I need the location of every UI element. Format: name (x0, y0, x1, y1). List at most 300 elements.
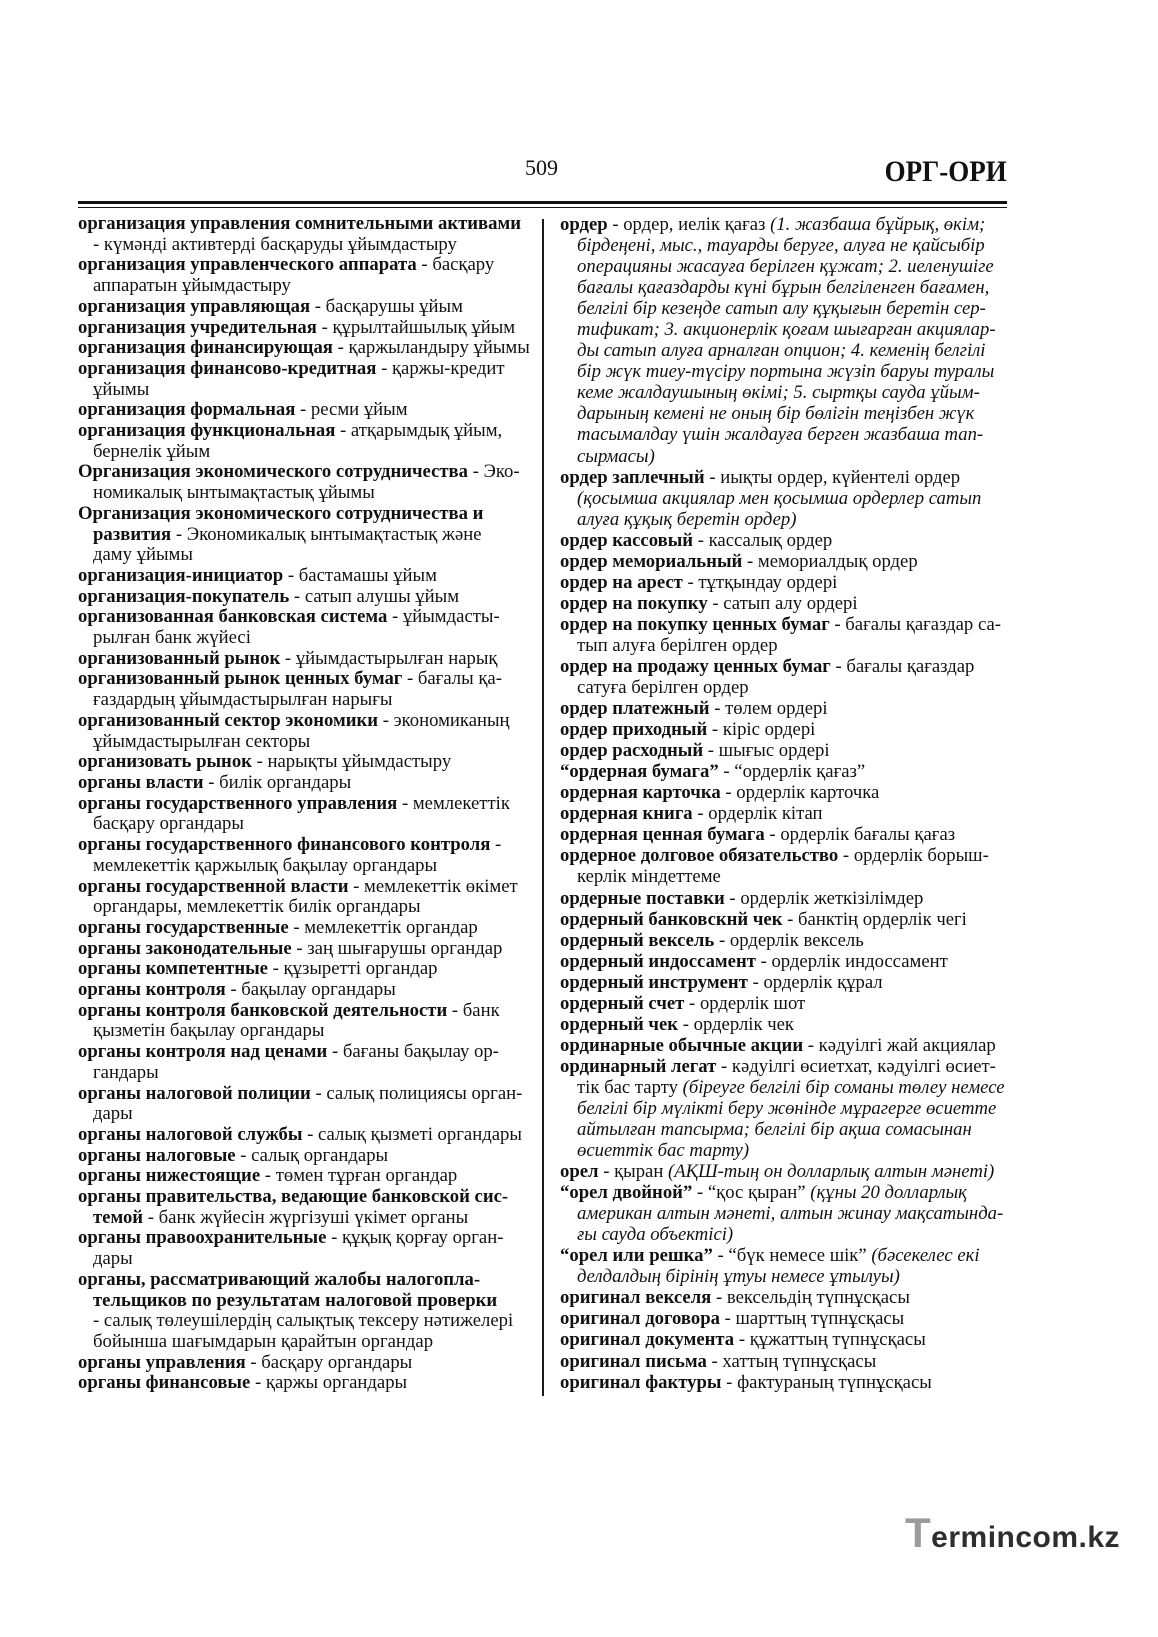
entry-line (560, 1224, 1010, 1245)
translation: - ордерлік индоссамент (755, 950, 948, 972)
dictionary-entry (560, 1014, 1010, 1035)
dictionary-entry (560, 930, 1010, 951)
note: айтылған тапсырма; белгілі бір ақша сомасынан (577, 1119, 972, 1141)
translation: - ордерлік карточка (720, 782, 880, 804)
translation: - шарттың түпнұсқасы (719, 1308, 905, 1330)
translation: - иықты ордер, күйентелі ордер (704, 466, 961, 488)
dictionary-entry (78, 877, 538, 918)
entry-line (560, 951, 1010, 972)
headword: организованный рынок ценных бумаг (78, 668, 403, 690)
dictionary-entry (78, 649, 538, 670)
dictionary-entry (560, 593, 1010, 614)
entry-line (78, 1373, 538, 1394)
headword: органы государственной власти (78, 875, 349, 897)
dictionary-entry (78, 959, 538, 980)
headword: ордерный вексель (560, 929, 715, 951)
translation: - бағаны бақылау ор- (327, 1041, 499, 1063)
headword: ордерный индоссамент (560, 950, 756, 972)
headword: организация-инициатор (78, 564, 284, 586)
note: делдалдың бірінің ұтуы немесе ұтылуы) (577, 1266, 900, 1288)
dictionary-entry (560, 1056, 1010, 1161)
headword: ордер платежный (560, 698, 710, 720)
entry-line (560, 677, 1010, 698)
headword: оригинал векселя (560, 1287, 712, 1309)
translation: тік бас тарту (577, 1076, 683, 1098)
note: белгілі бір кезеңде сатып алу құқығын беретін сер- (577, 298, 986, 320)
note: (қосымша акциялар мен қосымша ордерлер сатып (577, 487, 982, 509)
entry-line (78, 980, 538, 1001)
translation: дары (93, 1248, 133, 1270)
dictionary-entry (78, 504, 538, 566)
entry-line (560, 888, 1010, 909)
headword: организация управляющая (78, 295, 311, 317)
headword: ордерная карточка (560, 782, 721, 804)
entry-line (560, 1351, 1010, 1372)
translation: - күмәнді активтерді басқаруды ұйымдастыру (93, 233, 457, 255)
translation: гандары (93, 1061, 159, 1083)
entry-line (560, 551, 1010, 572)
translation: - қыран (598, 1161, 669, 1183)
dictionary-entry (560, 1182, 1010, 1245)
translation: - Эко- (467, 461, 520, 483)
entry-line (560, 803, 1010, 824)
entry-line (78, 338, 538, 359)
translation: - салық полициясы орган- (310, 1082, 523, 1104)
headword: ордерный счет (560, 992, 685, 1014)
translation: - ресми ұйым (295, 399, 408, 421)
translation: керлік міндеттеме (577, 866, 721, 888)
headword: органы контроля банковской деятельности (78, 999, 448, 1021)
dictionary-entry (78, 214, 538, 255)
headword: “орел двойной” (560, 1182, 693, 1204)
translation: - атқарымдық ұйым, (335, 420, 503, 442)
left-column (78, 214, 538, 1394)
entry-line (78, 814, 538, 835)
headword: ордерный чек (560, 1013, 679, 1035)
entry-line (560, 1266, 1010, 1287)
entry-line (78, 400, 538, 421)
entry-line (78, 1311, 538, 1332)
entry-line (560, 403, 1010, 424)
entry-line (78, 545, 538, 566)
dictionary-entry (78, 318, 538, 339)
site-logo-watermark: Termincom.kz (905, 1509, 1121, 1556)
headword: оригинал письма (560, 1350, 707, 1372)
translation: тып алуға берілген ордер (577, 634, 778, 656)
entry-line (78, 939, 538, 960)
note: тасымалдау үшін жалдауға берген жазбаша тап- (577, 424, 984, 446)
entry-line (78, 856, 538, 877)
translation: органдары, мемлекеттік билік органдары (93, 896, 421, 918)
entry-line (560, 340, 1010, 361)
entry-line (78, 1291, 538, 1312)
translation: дары (93, 1103, 133, 1125)
entry-line (560, 319, 1010, 340)
headword: организация управленческого аппарата (78, 254, 417, 276)
headword: органы государственного финансового контроля (78, 834, 491, 856)
entry-line (78, 1332, 538, 1353)
entry-line (560, 298, 1010, 319)
headword: развития (93, 523, 172, 545)
entry-line (78, 214, 538, 235)
column-divider (542, 219, 544, 1396)
entry-line (78, 918, 538, 939)
dictionary-entry (560, 824, 1010, 845)
headword: ордер мемориальный (560, 550, 743, 572)
dictionary-entry (560, 1372, 1010, 1393)
translation: - сатып алушы ұйым (289, 585, 460, 607)
translation: - салық төлеушілердің салықтық тексеру нәтижелері (93, 1310, 514, 1332)
translation: - мемлекеттік органдар (288, 916, 478, 938)
guide-words: ОРГ-ОРИ (884, 155, 1007, 188)
translation: - “бүк немесе шік” (712, 1245, 872, 1267)
note: тификат; 3. акционерлік қоғам шығарған акциялар- (577, 319, 996, 341)
note: кеме жалдаушының өкімі; 5. сыртқы сауда ұйым- (577, 382, 980, 404)
dictionary-entry (78, 1353, 538, 1374)
dictionary-entry (78, 297, 538, 318)
translation: - қаржы-кредит (376, 357, 505, 379)
dictionary-entry (560, 1245, 1010, 1287)
translation: - бағалы қағаздар (830, 655, 975, 677)
headword: организованный сектор экономики (78, 709, 379, 731)
dictionary-entry (78, 421, 538, 462)
headword: органы законодательные (78, 937, 292, 959)
dictionary-entry (560, 845, 1010, 887)
dictionary-entry (78, 338, 538, 359)
entry-line (78, 732, 538, 753)
dictionary-entry (78, 1166, 538, 1187)
entry-line (560, 1035, 1010, 1056)
entry-line (78, 1042, 538, 1063)
right-column (560, 214, 1010, 1393)
dictionary-entry (78, 566, 538, 587)
entry-line (560, 972, 1010, 993)
dictionary-entry (78, 587, 538, 608)
note: (АҚШ-тың он долларлық алтын мәнеті) (668, 1161, 995, 1183)
dictionary-entry (78, 1042, 538, 1083)
translation: - нарықты ұйымдастыру (251, 751, 452, 773)
entry-line (78, 1125, 538, 1146)
headword: организовать рынок (78, 751, 252, 773)
entry-line (78, 1249, 538, 1270)
dictionary-entry (560, 761, 1010, 782)
dictionary-entry (560, 551, 1010, 572)
translation: - “ордерлік қағаз” (718, 761, 866, 783)
dictionary-entry (560, 698, 1010, 719)
note: (біреуге белгілі бір соманы төлеу немесе (682, 1076, 1005, 1098)
headword: организация управления сомнительными активами (78, 213, 521, 234)
dictionary-entry (78, 1187, 538, 1228)
entry-line (78, 359, 538, 380)
headword: органы власти (78, 771, 204, 793)
dictionary-entry (78, 980, 538, 1001)
dictionary-entry (560, 1287, 1010, 1308)
dictionary-entry (560, 467, 1010, 530)
headword: темой (93, 1206, 144, 1228)
entry-line (78, 752, 538, 773)
translation: даму ұйымы (93, 544, 193, 566)
headword: “орел или решка” (560, 1245, 713, 1267)
entry-line (560, 1140, 1010, 1161)
entry-line (78, 1063, 538, 1084)
dictionary-entry (78, 1228, 538, 1269)
entry-line (560, 424, 1010, 445)
entry-line (78, 690, 538, 711)
dictionary-entry (78, 1270, 538, 1353)
note: (бәсекелес екі (871, 1245, 980, 1267)
translation: - құрылтайшылық ұйым (316, 316, 516, 338)
dictionary-entry (78, 669, 538, 710)
headword: Организация экономического сотрудничества (78, 461, 468, 483)
translation: - ордерлік құрал (747, 971, 883, 993)
translation: - құзыретті органдар (267, 958, 438, 980)
translation: - заң шығарушы органдар (291, 937, 503, 959)
headword: ординарный легат (560, 1055, 717, 1077)
translation: - ордерлік вексель (714, 929, 864, 951)
translation: рылған банк жүйесі (93, 627, 251, 649)
note: алуға құқық беретін ордер) (577, 508, 797, 530)
dictionary-entry (560, 803, 1010, 824)
entry-line (78, 794, 538, 815)
dictionary-entry (78, 773, 538, 794)
translation: - басқару органдары (245, 1351, 413, 1373)
translation: - вексельдің түпнұсқасы (711, 1287, 910, 1309)
entry-line (560, 382, 1010, 403)
dictionary-entry (78, 462, 538, 503)
headword: ордерное долговое обязательство (560, 845, 839, 867)
headword: органы правоохранительные (78, 1227, 327, 1249)
translation: - ордерлік кітап (692, 803, 823, 825)
dictionary-entry (78, 1146, 538, 1167)
entry-line (560, 1182, 1010, 1203)
headword: органы компетентные (78, 958, 268, 980)
entry-line (78, 1021, 538, 1042)
entry-line (560, 1056, 1010, 1077)
dictionary-entry (78, 1125, 538, 1146)
entry-line (560, 1119, 1010, 1140)
translation: - ордерлік чек (678, 1013, 794, 1035)
entry-line (560, 593, 1010, 614)
translation: - экономиканың (378, 709, 510, 731)
entry-line (560, 256, 1010, 277)
dictionary-entry (560, 1351, 1010, 1372)
headword: органы налоговые (78, 1144, 236, 1166)
note: (құны 20 долларлық (810, 1182, 967, 1204)
headword: организованный рынок (78, 647, 281, 669)
entry-line (78, 297, 538, 318)
dictionary-entry (560, 1329, 1010, 1350)
entry-line (78, 835, 538, 856)
headword: органы налоговой службы (78, 1123, 303, 1145)
entry-line (560, 824, 1010, 845)
note: сырмасы) (577, 445, 655, 467)
dictionary-entry (78, 711, 538, 752)
headword: оригинал договора (560, 1308, 720, 1330)
headword: органы налоговой полиции (78, 1082, 311, 1104)
entry-line (560, 930, 1010, 951)
translation: - хаттың түпнұсқасы (706, 1350, 877, 1372)
headword: Организация экономического сотрудничества и (78, 502, 484, 524)
entry-line (560, 845, 1010, 866)
dictionary-entry (560, 1161, 1010, 1182)
entry-line (560, 866, 1010, 887)
headword: ордерные поставки (560, 887, 725, 909)
note: өсиеттік бас тарту) (577, 1140, 750, 1162)
headword: организация учредительная (78, 316, 317, 338)
headword: оригинал документа (560, 1329, 735, 1351)
translation: сатуға берілген ордер (577, 677, 749, 699)
translation: - құқық қорғау орган- (326, 1227, 504, 1249)
dictionary-entry (78, 255, 538, 296)
entry-line (560, 656, 1010, 677)
translation: - тұтқындау ордері (682, 571, 838, 593)
translation: - кәдуілгі өсиетхат, кәдуілгі өсиет- (716, 1055, 996, 1077)
dictionary-entry (560, 993, 1010, 1014)
note: белгілі бір мүлікті беру жөнінде мұрагерге өсиетте (577, 1097, 997, 1119)
entry-line (560, 1308, 1010, 1329)
entry-line (78, 1187, 538, 1208)
translation: - салық органдары (235, 1144, 389, 1166)
headword: организация финансирующая (78, 337, 333, 359)
entry-line (78, 877, 538, 898)
entry-line (78, 649, 538, 670)
dictionary-entry (78, 1084, 538, 1125)
translation: - салық қызметі органдары (302, 1123, 522, 1145)
note: дарының кемені не оның бір бөлігін теңізбен жүк (577, 403, 975, 425)
entry-line (78, 566, 538, 587)
translation: - билік органдары (203, 771, 352, 793)
headword: ордер заплечный (560, 466, 705, 488)
translation: - ордерлік борыш- (838, 845, 989, 867)
entry-line (560, 761, 1010, 782)
entry-line (78, 1166, 538, 1187)
entry-line (78, 1104, 538, 1125)
entry-line (560, 740, 1010, 761)
entry-line (560, 635, 1010, 656)
translation: - кәдуілгі жай акциялар (803, 1034, 996, 1056)
headword: ордер расходный (560, 740, 704, 762)
entry-line (78, 1228, 538, 1249)
entry-line (560, 1077, 1010, 1098)
dictionary-entry (560, 951, 1010, 972)
entry-line (560, 509, 1010, 530)
translation: - ордерлік бағалы қағаз (764, 824, 956, 846)
headword: ордер кассовый (560, 529, 694, 551)
headword: ордер на покупку ценных бумаг (560, 613, 830, 635)
headword: ордерный инструмент (560, 971, 748, 993)
translation: - (490, 834, 502, 856)
dictionary-entry (78, 607, 538, 648)
dictionary-entry (78, 835, 538, 876)
translation: - қаржы органдары (250, 1372, 408, 1394)
headword: организация финансово-кредитная (78, 357, 377, 379)
note: бірдеңені, мыс., тауарды беруге, алуға не қайсыбір (577, 235, 985, 257)
headword: органы правительства, ведающие банковской сис- (78, 1186, 509, 1208)
translation: - ұйымдасты- (387, 606, 500, 628)
dictionary-entry (78, 939, 538, 960)
translation: - ордерлік шот (684, 992, 806, 1014)
translation: - қаржыландыру ұйымы (332, 337, 530, 359)
entry-line (560, 782, 1010, 803)
translation: - “қос қыран” (692, 1182, 811, 1204)
headword: ордерная книга (560, 803, 693, 825)
entry-line (560, 1161, 1010, 1182)
entry-line (560, 488, 1010, 509)
entry-line (560, 614, 1010, 635)
translation: - бастамашы ұйым (283, 564, 437, 586)
entry-line (78, 421, 538, 442)
headword: органы нижестоящие (78, 1165, 261, 1187)
translation: басқару органдары (93, 813, 244, 835)
headword: ординарные обычные акции (560, 1034, 804, 1056)
entry-line (560, 909, 1010, 930)
translation: бойынша шағымдарын қарайтын органдар (93, 1330, 434, 1352)
dictionary-entry (560, 909, 1010, 930)
entry-line (560, 467, 1010, 488)
entry-line (78, 442, 538, 463)
translation: ұйымдастырылған секторы (93, 730, 311, 752)
note: (1. жазбаша бұйрық, өкім; (770, 214, 986, 235)
headword: тельщиков по результатам налоговой проверки (93, 1289, 498, 1311)
translation: - ордер, иелік қағаз (607, 214, 771, 235)
entry-line (560, 446, 1010, 467)
headword: ордер приходный (560, 719, 708, 741)
translation: - ордерлік жеткізілімдер (724, 887, 924, 909)
entry-line (78, 897, 538, 918)
headword: организованная банковская система (78, 606, 388, 628)
entry-line (560, 572, 1010, 593)
headword: ордерный банковскнй чек (560, 908, 783, 930)
headword: ордер на продажу ценных бумаг (560, 655, 831, 677)
entry-line (560, 1014, 1010, 1035)
entry-line (78, 773, 538, 794)
headword: ордерная ценная бумага (560, 824, 765, 846)
translation: - шығыс ордері (703, 740, 830, 762)
entry-line (560, 1287, 1010, 1308)
dictionary-entry (78, 752, 538, 773)
headword: ордер (560, 214, 608, 235)
entry-line (78, 1270, 538, 1291)
dictionary-entry (560, 782, 1010, 803)
entry-line (78, 1208, 538, 1229)
dictionary-entry (78, 918, 538, 939)
headword: орел (560, 1161, 599, 1183)
headword: органы контроля над ценами (78, 1041, 328, 1063)
entry-line (78, 1001, 538, 1022)
page-number: 509 (525, 155, 558, 180)
translation: ғаздардың ұйымдастырылған нарығы (93, 689, 393, 711)
translation: - мемлекеттік өкімет (348, 875, 518, 897)
translation: - банктің ордерлік чегі (782, 908, 967, 930)
dictionary-entry (78, 359, 538, 400)
note: операцияны жасауға берілген құжат; 2. иеленушіге (577, 256, 994, 278)
entry-line (78, 669, 538, 690)
entry-line (78, 1353, 538, 1374)
translation: - құжаттың түпнұсқасы (734, 1329, 926, 1351)
entry-line (78, 380, 538, 401)
entry-line (78, 255, 538, 276)
headword: органы государственного управления (78, 792, 398, 814)
entry-line (560, 277, 1010, 298)
note: ғы сауда объектісі) (577, 1224, 734, 1246)
headword: ордер на покупку (560, 592, 708, 614)
dictionary-entry (560, 614, 1010, 656)
entry-line (560, 1372, 1010, 1393)
entry-line (78, 276, 538, 297)
entry-line (560, 1329, 1010, 1350)
dictionary-entry (560, 530, 1010, 551)
entry-line (78, 1084, 538, 1105)
